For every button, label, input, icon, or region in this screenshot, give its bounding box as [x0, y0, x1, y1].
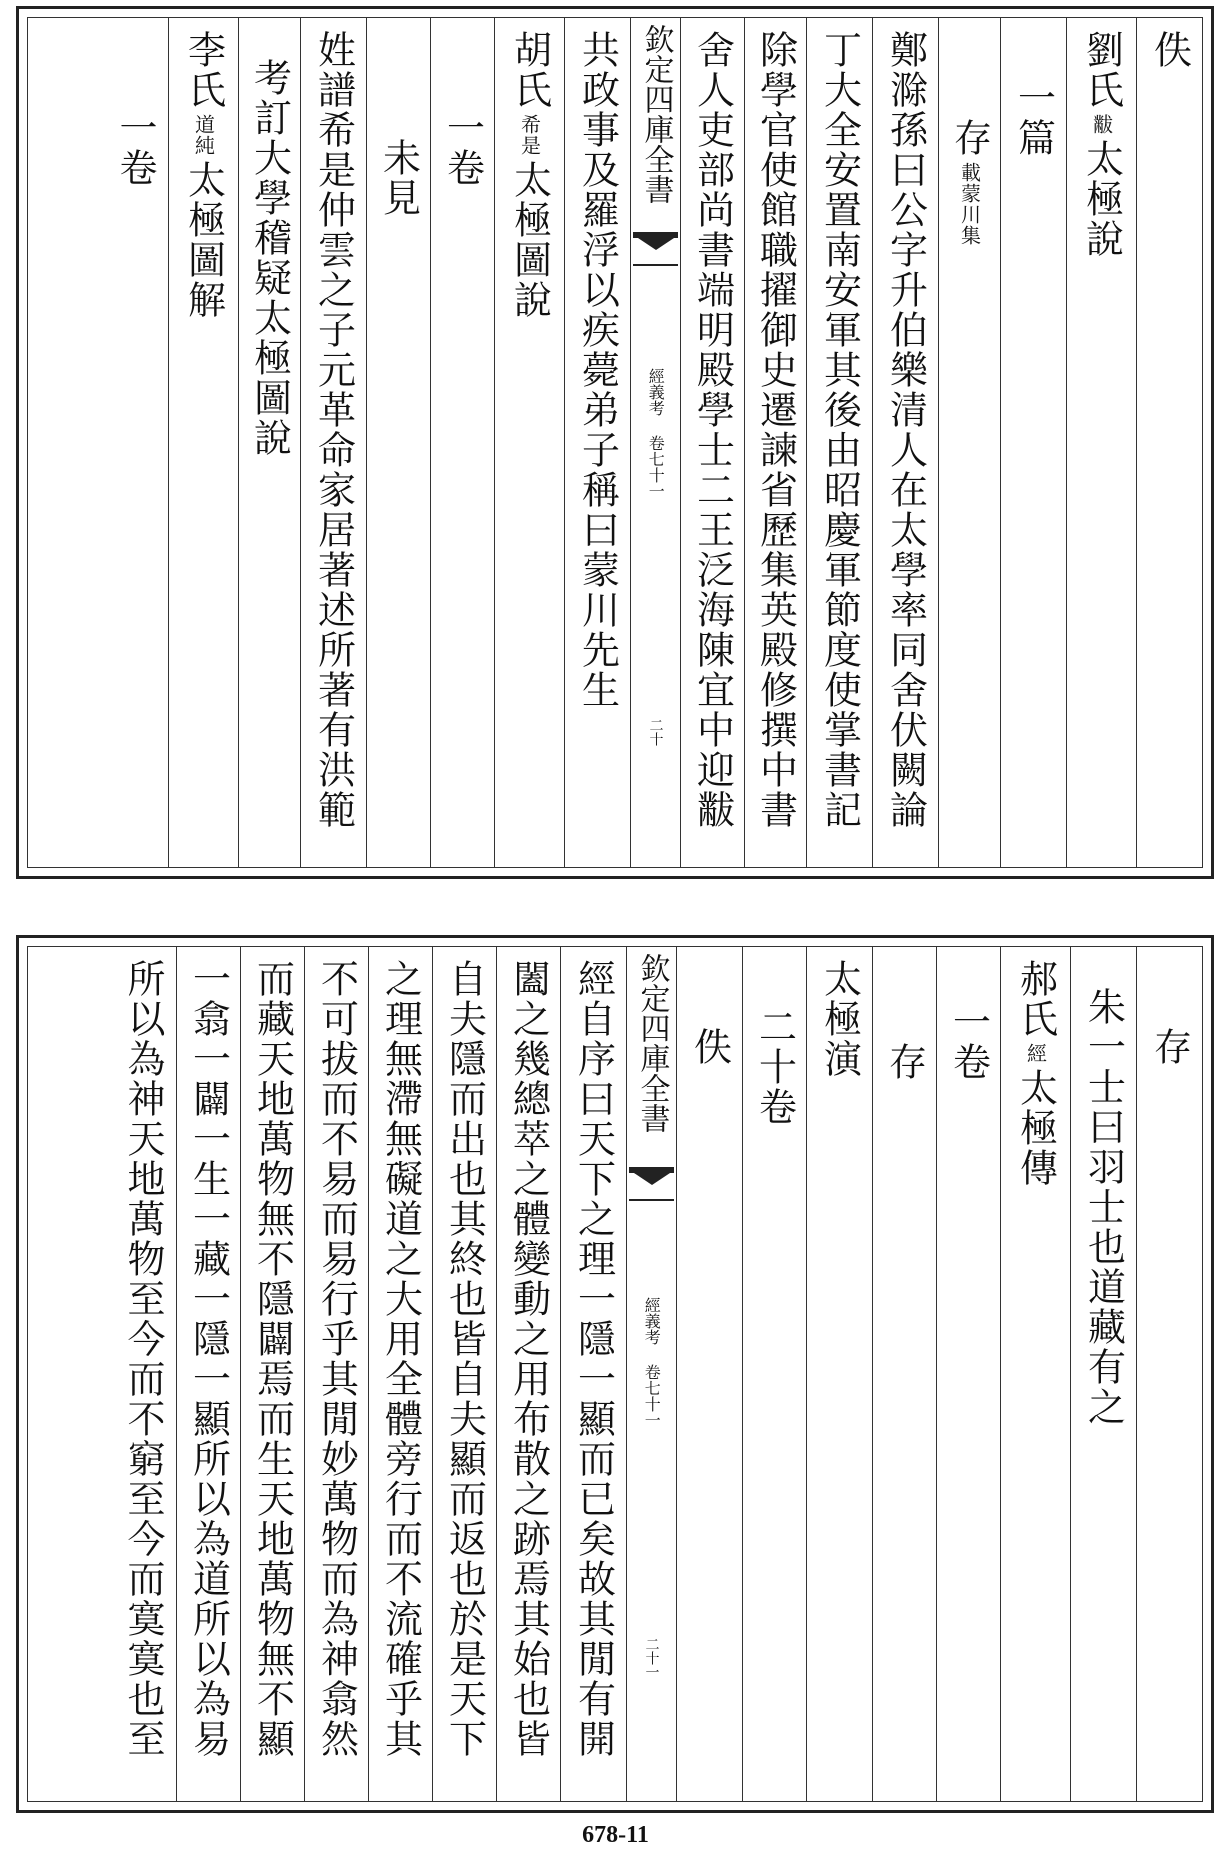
column-text: 太極演: [817, 959, 862, 1079]
text-column: [300, 18, 366, 867]
text-column: [168, 18, 238, 867]
text-column: [872, 947, 936, 1801]
column-text: 一卷: [946, 1002, 991, 1082]
column-text: 丁大全安置南安軍其後由昭慶軍節度使掌書記: [817, 30, 862, 830]
text-column: [1136, 947, 1202, 1801]
column-text: 未見: [376, 138, 421, 218]
column-text: 闔之幾總萃之體變動之用布散之跡焉其始也皆: [506, 959, 551, 1759]
column-text: 一卷: [440, 108, 485, 188]
column-text: 經自序曰天下之理一隱一顯而已矣故其閒有開: [571, 959, 616, 1759]
text-column: [110, 947, 176, 1801]
text-column: [496, 947, 560, 1801]
page-number: 二十一: [643, 1637, 660, 1679]
column-text: 除學官使館職擢御史遷諫省歷集英殿修撰中書: [753, 30, 798, 830]
book-title: 欽定四庫全書: [634, 953, 670, 1133]
text-column: [560, 947, 626, 1801]
text-column: [1066, 18, 1136, 867]
book-spine: [630, 18, 680, 867]
column-text: 而藏天地萬物無不隱闢焉而生天地萬物無不顯: [250, 959, 295, 1759]
column-text: 一卷: [113, 108, 157, 188]
text-column: [368, 947, 432, 1801]
column-text: 姓譜希是仲雲之子元革命家居著述所著有洪範: [311, 30, 356, 830]
text-column: [366, 18, 430, 867]
text-column: [494, 18, 564, 867]
column-text: 共政事及羅浮以疾薨弟子稱曰蒙川先生: [575, 30, 620, 710]
text-column: [806, 18, 872, 867]
column-text: 不可拔而不易而易行乎其閒妙萬物而為神翕然: [314, 959, 359, 1759]
text-column: [240, 947, 304, 1801]
annotation: 希是: [517, 114, 542, 156]
column-text: 存: [882, 1042, 927, 1082]
text-column: [680, 18, 744, 867]
column-text: 一翕一闢一生一藏一隱一顯所以為道所以為易: [186, 959, 231, 1759]
text-column: [742, 947, 806, 1801]
column-text: 鄭滁孫曰公字升伯樂清人在太學率同舍伏闕論: [883, 30, 928, 830]
text-column: [1136, 18, 1202, 867]
text-column: [102, 18, 168, 867]
bottom-page-columns: [27, 946, 1203, 1802]
book-title: 欽定四庫全書: [638, 24, 674, 204]
text-column: [304, 947, 368, 1801]
text-column: [430, 18, 494, 867]
text-column: [432, 947, 496, 1801]
annotation: 載蒙川集: [957, 162, 982, 246]
annotation: 黻: [1089, 114, 1114, 135]
text-column: [1000, 18, 1066, 867]
section-label: 經義考 卷七十一: [642, 1297, 662, 1428]
fish-tail-mark: [633, 232, 678, 266]
text-column: [1000, 947, 1070, 1801]
text-column: [936, 947, 1000, 1801]
column-text: 佚: [687, 1027, 732, 1067]
column-text: 存載蒙川集: [947, 118, 992, 246]
column-text: 胡氏希是太極圖說: [507, 30, 552, 320]
text-column: [176, 947, 240, 1801]
column-text: 劉氏黻太極說: [1079, 30, 1124, 259]
column-text: 朱一士曰羽士也道藏有之: [1081, 987, 1126, 1427]
top-page: [16, 6, 1214, 879]
column-text: 一篇: [1011, 78, 1056, 158]
column-text: 佚: [1147, 30, 1192, 70]
column-text: 存: [1147, 1027, 1192, 1067]
text-column: [806, 947, 872, 1801]
column-text: 之理無滯無礙道之大用全體旁行而不流確乎其: [378, 959, 423, 1759]
text-column: [1070, 947, 1136, 1801]
column-text: 二十卷: [752, 1007, 797, 1127]
text-column: [872, 18, 938, 867]
book-spine: [626, 947, 676, 1801]
page-number: 二十: [647, 718, 664, 746]
column-text: 自夫隱而出也其終也皆自夫顯而返也於是天下: [442, 959, 487, 1759]
text-column: [744, 18, 806, 867]
text-column: [238, 18, 300, 867]
column-text: 考訂大學稽疑太極圖說: [247, 58, 292, 458]
column-text: 郝氏經太極傳: [1013, 959, 1058, 1188]
annotation: 經: [1023, 1043, 1048, 1064]
top-page-columns: [27, 17, 1203, 868]
column-text: 舍人吏部尚書端明殿學士二王泛海陳宜中迎黻: [690, 30, 735, 830]
annotation: 道純: [191, 114, 216, 156]
text-column: [938, 18, 1000, 867]
column-text: 李氏道純太極圖解: [181, 30, 226, 320]
section-label: 經義考 卷七十一: [646, 368, 666, 499]
text-column: [564, 18, 630, 867]
fish-tail-mark: [629, 1167, 674, 1201]
page-footer-number: 678-11: [582, 1822, 649, 1848]
column-text: 所以為神天地萬物至今而不窮至今而寞寞也至: [121, 959, 165, 1759]
bottom-page: [16, 935, 1214, 1813]
text-column: [676, 947, 742, 1801]
